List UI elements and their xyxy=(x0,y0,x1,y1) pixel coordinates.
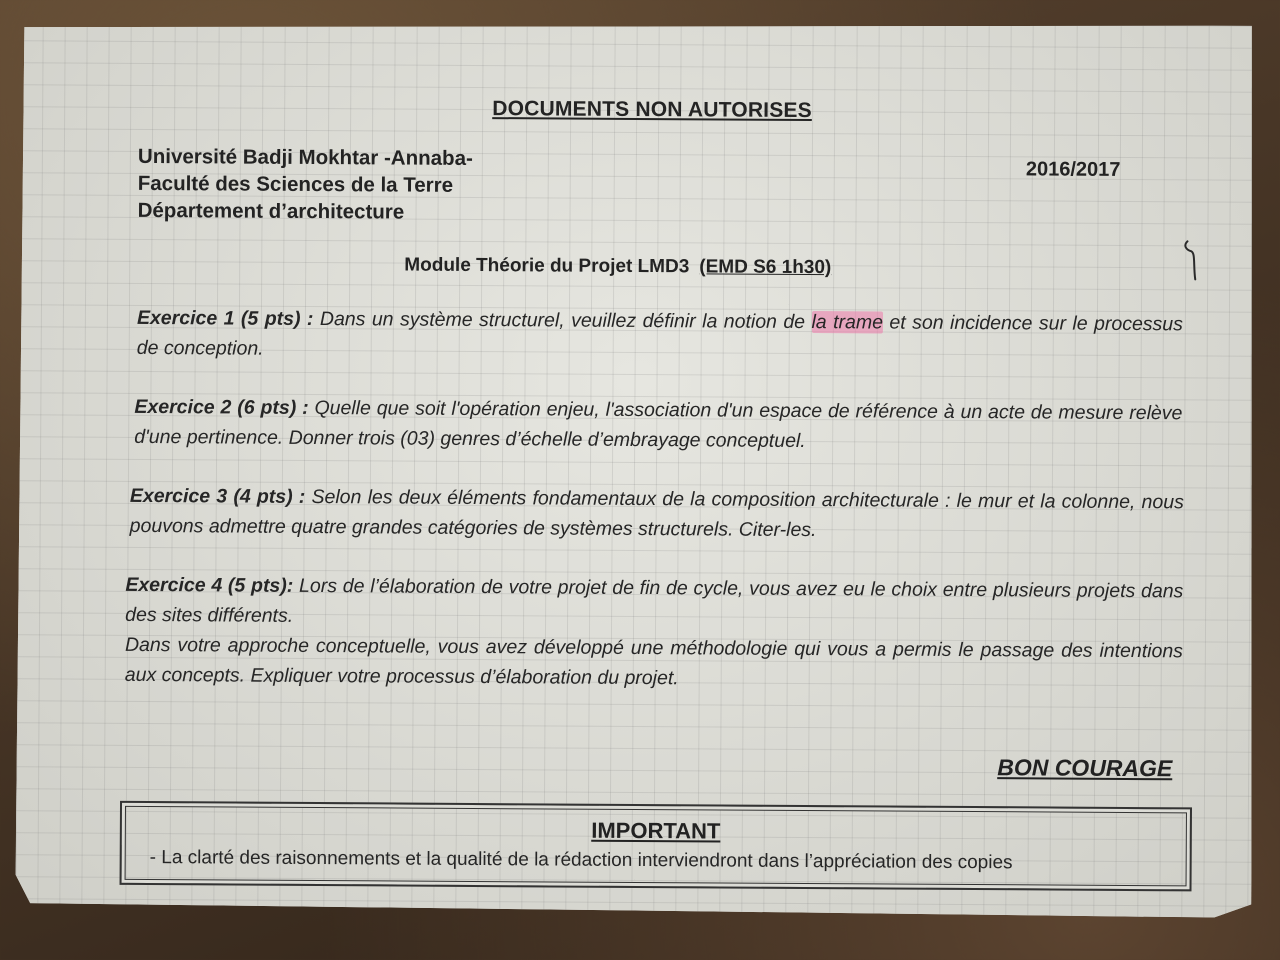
documents-notice: DOCUMENTS NON AUTORISES xyxy=(492,97,812,123)
exercise-title: Exercice 3 (4 pts) : xyxy=(129,484,306,508)
pen-mark-icon xyxy=(1181,237,1205,285)
department-name: Département d’architecture xyxy=(137,198,405,224)
exercise-text: Dans un système structurel, veuillez définir la notion de xyxy=(313,308,812,334)
module-title: Module Théorie du Projet LMD3 xyxy=(404,254,690,278)
exercise-text: Selon les deux éléments fondamentaux de la composition architecturale : le mur et la colonne, nous pouvons admettre quatre grandes catégories de systèmes structurels. Citer-les. xyxy=(129,485,1184,542)
exercise-title: Exercice 1 (5 pts) : xyxy=(136,306,314,331)
exercise-text-end: et son incidence sur le processus de conception. xyxy=(136,311,1184,360)
exam-info: (EMD S6 1h30) xyxy=(699,256,832,279)
exercise-3 xyxy=(130,481,1184,547)
academic-year: 2016/2017 xyxy=(1025,158,1121,181)
exercise-text: Lors de l’élaboration de votre projet de fin de cycle, vous avez eu le choix entre plusieurs projets dans des sites différents. xyxy=(125,574,1184,627)
exercise-title: Exercice 2 (6 pts) : xyxy=(134,395,309,419)
important-title: IMPORTANT xyxy=(591,817,721,844)
faculty-name: Faculté des Sciences de la Terre xyxy=(137,171,454,197)
exercise-2 xyxy=(134,392,1182,458)
university-name: Université Badji Mokhtar -Annaba- xyxy=(137,144,473,170)
module-title-line xyxy=(404,255,831,280)
exercise-text-continued: Dans votre approche conceptuelle, vous avez développé une méthodologie qui vous a permis le passage des intentions aux concepts. Expliquer votre processus d’élaboration du projet. xyxy=(124,633,1184,690)
highlighted-term: la trame xyxy=(811,311,884,334)
exercise-text: Quelle que soit l'opération enjeu, l'association d'un espace de référence à un acte de mesure relève d'une pertinence. Donner trois (03) genres d’échelle d’embrayage conceptuel. xyxy=(134,396,1183,453)
institution-block xyxy=(138,143,473,226)
exercise-1 xyxy=(137,303,1183,369)
exercise-4 xyxy=(125,570,1184,696)
important-box xyxy=(120,801,1192,892)
important-note: - La clarté des raisonnements et la qualité de la rédaction interviendront dans l’appréciation des copies xyxy=(149,847,1013,874)
closing-message: BON COURAGE xyxy=(997,754,1173,782)
exercise-title: Exercice 4 (5 pts): xyxy=(125,573,294,597)
